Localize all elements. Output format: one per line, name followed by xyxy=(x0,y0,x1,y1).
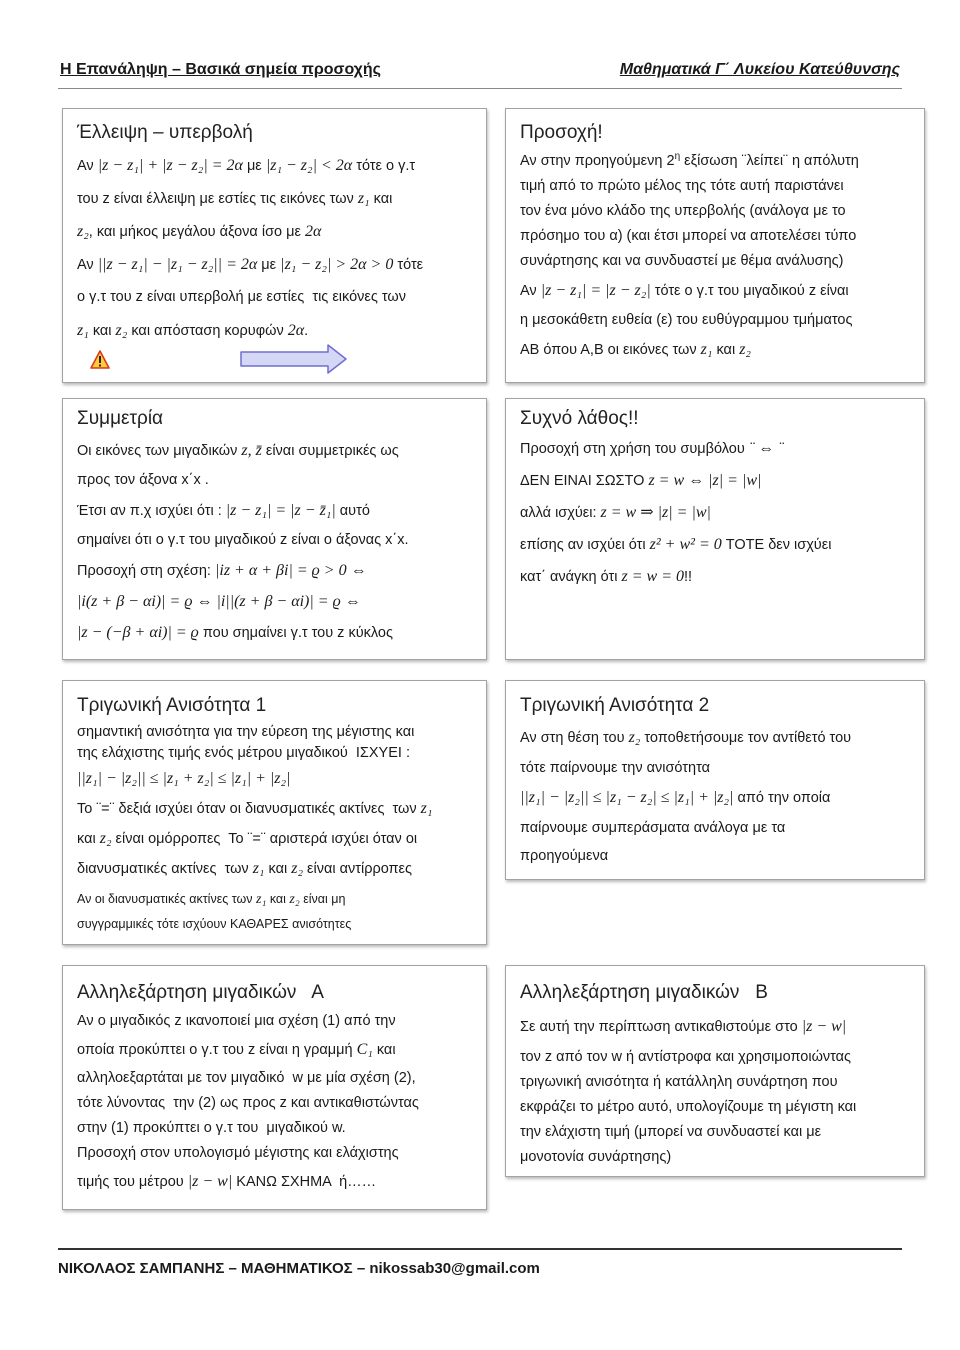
text-run: σημαντική ανισότητα για την εύρεση της μέγιστης και xyxy=(77,724,415,740)
text-run: εκφράζει το μέτρο αυτό, υπολογίζουμε τη μέγιστη και xyxy=(520,1099,857,1115)
text-run: κατ΄ ανάγκη ότι xyxy=(520,569,622,585)
text-run: , και μήκος μεγάλου άξονα ίσο με xyxy=(88,224,305,240)
text-line xyxy=(77,764,476,794)
math-expression: |z₁ − z₂| < 2α xyxy=(265,157,353,174)
text-line xyxy=(77,794,476,824)
math-expression: z, z̄ xyxy=(241,442,262,459)
text-run: είναι αντίρροπες xyxy=(303,861,413,877)
text-run: προς τον άξονα x΄x . xyxy=(77,472,209,488)
text-line xyxy=(520,433,914,465)
text-run: στην (1) προκύπτει ο γ.τ του μιγαδικού w. xyxy=(77,1120,346,1136)
section-body xyxy=(520,149,914,367)
text-run: παίρνουμε συμπεράσματα ανάλογα με τα xyxy=(520,820,786,836)
section-interdependence-b xyxy=(505,965,925,1177)
text-run: είναι συμμετρικές ως xyxy=(261,443,399,459)
text-run: είναι μη xyxy=(299,892,346,906)
math-expression: |z − (−β + αi)| = ϱ xyxy=(77,624,199,641)
text-line xyxy=(77,1091,476,1116)
text-run: συνάρτησης και να συνδυαστεί με θέμα ανάλυσης) xyxy=(520,253,844,269)
text-line xyxy=(77,1141,476,1166)
text-line xyxy=(520,249,914,274)
math-expression: z = w ⇒ |z| = |w| xyxy=(600,504,711,521)
text-line xyxy=(77,281,476,314)
text-run: που σημαίνει γ.τ του z κύκλος xyxy=(198,625,393,641)
section-title: Τριγωνική Ανισότητα 1 xyxy=(77,695,267,716)
text-line xyxy=(520,333,914,367)
text-run: πρόσημο του α) (και έτσι μπορεί να αποτελέσει τύπο xyxy=(520,228,857,244)
text-line xyxy=(77,215,476,248)
text-run: Αν xyxy=(77,158,98,174)
text-run: και xyxy=(372,1042,396,1058)
text-run: διανυσματικές ακτίνες των xyxy=(77,861,253,877)
text-run: ΔΕΝ ΕΙΝΑΙ ΣΩΣΤΟ xyxy=(520,473,649,489)
section-title: Συχνό λάθος!! xyxy=(520,408,639,429)
text-run: ΑΒ όπου Α,Β οι εικόνες των xyxy=(520,342,701,358)
math-expression: ||z₁| − |z₂|| ≤ |z₁ + z₂| ≤ |z₁| + |z₂| xyxy=(77,770,291,787)
text-run: και xyxy=(712,342,740,358)
text-run: τριγωνική ανισότητα ή κατάλληλη συνάρτηση που xyxy=(520,1074,838,1090)
section-interdependence-a xyxy=(62,965,487,1210)
text-line xyxy=(77,586,476,617)
section-body xyxy=(77,435,476,648)
text-run: την ελάχιστη τιμή (μπορεί να συνδυαστεί και με xyxy=(520,1124,822,1140)
text-run: Οι εικόνες των μιγαδικών xyxy=(77,443,242,459)
text-line xyxy=(77,722,476,743)
text-line xyxy=(520,561,914,593)
text-run: συγγραμμικές τότε ισχύουν ΚΑΘΑΡΕΣ ανισότητες xyxy=(77,917,352,931)
text-line xyxy=(520,149,914,174)
text-run: αλληλοεξαρτάται με τον μιγαδικό w με μία σχέση (2), xyxy=(77,1070,416,1086)
text-line xyxy=(520,814,914,842)
text-run: Προσοχή στον υπολογισμό μέγιστης και ελάχιστης xyxy=(77,1145,399,1161)
arrow-right-icon xyxy=(240,344,348,374)
text-run: Σε αυτή την περίπτωση αντικαθιστούμε στο xyxy=(520,1019,802,1035)
section-triangle-inequality-1 xyxy=(62,680,487,945)
text-run: ΚΑΝΩ ΣΧΗΜΑ ή…… xyxy=(232,1174,377,1190)
text-line xyxy=(77,1034,476,1066)
math-expression: z = w ⇔ |z| = |w| xyxy=(648,472,762,489)
page-header-subject: Μαθηματικά Γ΄ Λυκείου Κατεύθυνσης xyxy=(619,61,900,78)
section-symmetry xyxy=(62,398,487,660)
section-body xyxy=(77,722,476,935)
text-run: τοποθετήσουμε τον αντίθετό του xyxy=(640,730,852,746)
math-expression: |z − z₁| = |z − z₂| xyxy=(540,282,651,299)
math-expression: z₂ xyxy=(291,860,304,877)
section-title: Αλληλεξάρτηση μιγαδικών Α xyxy=(77,982,324,1003)
math-expression: z₁ xyxy=(77,322,89,339)
math-expression: |iz + α + βi| = ϱ > 0 ⇔ xyxy=(214,562,367,579)
text-line xyxy=(520,1145,914,1170)
text-run: είναι ομόρροπες Το ¨=¨ αριστερά ισχύει όταν οι xyxy=(111,831,418,847)
math-expression: |z − w| xyxy=(801,1018,847,1035)
text-run: από την οποία xyxy=(733,790,831,806)
text-run: Αν ο μιγαδικός z ικανοποιεί μια σχέση (1) από την xyxy=(77,1013,396,1029)
text-line xyxy=(77,824,476,854)
text-line xyxy=(520,1120,914,1145)
section-ellipse-hyperbola xyxy=(62,108,487,383)
text-line xyxy=(520,274,914,308)
text-run: τότε ο γ.τ του μιγαδικού z είναι xyxy=(650,283,849,299)
text-line xyxy=(520,174,914,199)
section-title: Προσοχή! xyxy=(520,122,603,143)
text-run: Αν xyxy=(77,257,98,273)
section-title: Αλληλεξάρτηση μιγαδικών Β xyxy=(520,982,768,1003)
text-line xyxy=(77,1166,476,1198)
text-run: Προσοχή στη χρήση του συμβόλου xyxy=(520,441,749,457)
math-expression: z₁ xyxy=(420,800,433,817)
text-line xyxy=(77,1066,476,1091)
math-expression: z₂ xyxy=(99,830,112,847)
text-line xyxy=(77,435,476,466)
text-line xyxy=(77,182,476,215)
superscript: η xyxy=(674,151,681,162)
text-run: της ελάχιστης τιμής ενός μέτρου μιγαδικού ΙΣΧΥΕΙ : xyxy=(77,745,410,761)
math-expression: |i(z + β − αi)| = ϱ ⇔ |i||(z + β − αi)| = ϱ ⇔ xyxy=(77,593,361,610)
math-expression: z₁ xyxy=(256,892,267,907)
section-triangle-inequality-2 xyxy=(505,680,925,880)
math-expression: ¨ ⇔ ¨ xyxy=(748,440,784,457)
text-line xyxy=(520,842,914,870)
text-line xyxy=(520,1095,914,1120)
math-expression: 2α xyxy=(287,322,305,339)
section-body xyxy=(520,1009,914,1170)
text-line xyxy=(77,617,476,648)
text-run: τιμής του μέτρου xyxy=(77,1174,188,1190)
text-run: αυτό xyxy=(335,503,370,519)
text-line xyxy=(520,308,914,333)
math-expression: ||z₁| − |z₂|| ≤ |z₁ − z₂| ≤ |z₁| + |z₂| xyxy=(520,789,734,806)
text-line xyxy=(520,529,914,561)
text-run: με xyxy=(257,257,281,273)
text-line xyxy=(520,497,914,529)
text-run: και xyxy=(88,323,116,339)
text-line xyxy=(77,555,476,586)
text-line xyxy=(77,149,476,182)
section-title: Έλλειψη – υπερβολή xyxy=(77,122,253,143)
header-divider xyxy=(58,88,902,89)
math-expression: z₂ xyxy=(115,322,128,339)
text-run: επίσης αν ισχύει ότι xyxy=(520,537,650,553)
text-line xyxy=(77,884,476,914)
text-run: σημαίνει ότι ο γ.τ του μιγαδικού z είναι ο άξονας x΄x. xyxy=(77,532,409,548)
text-run: τον ένα μόνο κλάδο της υπερβολής (ανάλογα με το xyxy=(520,203,846,219)
text-line xyxy=(77,526,476,555)
text-run: και xyxy=(264,861,292,877)
text-run: μονοτονία συνάρτησης) xyxy=(520,1149,672,1165)
text-run: Αν στη θέση του xyxy=(520,730,629,746)
text-line xyxy=(520,465,914,497)
section-common-mistake xyxy=(505,398,925,660)
text-run: τον z από τον w ή αντίστροφα και χρησιμοποιώντας xyxy=(520,1049,852,1065)
text-line xyxy=(77,1116,476,1141)
section-body xyxy=(520,433,914,593)
text-run: με xyxy=(242,158,266,174)
text-line xyxy=(77,248,476,281)
text-run: τότε λύνοντας την (2) ως προς z και αντικαθιστώντας xyxy=(77,1095,419,1111)
text-line xyxy=(520,1070,914,1095)
math-expression: z² + w² = 0 xyxy=(649,536,722,553)
section-attention xyxy=(505,108,925,383)
math-expression: C₁ xyxy=(356,1041,373,1058)
text-run: αλλά ισχύει: xyxy=(520,505,601,521)
text-run: . xyxy=(304,323,309,339)
text-run: εξίσωση ¨λείπει¨ η απόλυτη xyxy=(680,153,859,169)
text-run: τότε ο γ.τ xyxy=(352,158,416,174)
text-run: προηγούμενα xyxy=(520,848,609,864)
section-title: Τριγωνική Ανισότητα 2 xyxy=(520,695,710,716)
text-run: Το ¨=¨ δεξιά ισχύει όταν οι διανυσματικές ακτίνες των xyxy=(77,801,421,817)
text-run: ΤΟΤΕ δεν ισχύει xyxy=(721,537,832,553)
text-run: και απόσταση κορυφών xyxy=(127,323,288,339)
text-run: και xyxy=(266,892,290,906)
text-line xyxy=(520,224,914,249)
text-line xyxy=(77,854,476,884)
text-line xyxy=(77,914,476,935)
math-expression: z₂ xyxy=(739,341,751,358)
text-run: Έτσι αν π.χ ισχύει ότι : xyxy=(77,503,226,519)
math-expression: 2α xyxy=(304,223,322,240)
math-expression: |z − z₁| = |z − z̄₁| xyxy=(225,502,336,519)
text-run: Προσοχή στη σχέση: xyxy=(77,563,215,579)
page-header-title: Η Επανάληψη – Βασικά σημεία προσοχής xyxy=(60,61,381,78)
section-body xyxy=(77,1009,476,1198)
text-line xyxy=(77,1009,476,1034)
text-line xyxy=(77,466,476,495)
math-expression: z = w = 0 xyxy=(621,568,684,585)
text-run: τότε παίρνουμε την ανισότητα xyxy=(520,760,710,776)
text-line xyxy=(520,199,914,224)
text-run: και xyxy=(77,831,100,847)
math-expression: z₂ xyxy=(77,223,89,240)
text-run: και xyxy=(369,191,393,207)
text-run: ο γ.τ του z είναι υπερβολή με εστίες τις εικόνες των xyxy=(77,289,406,305)
math-expression: z₂ xyxy=(289,892,300,907)
text-run: τιμή από το πρώτο μέλος της τότε αυτή παριστάνει xyxy=(520,178,844,194)
text-run: Αν xyxy=(520,283,541,299)
text-run: οποία προκύπτει ο γ.τ του z είναι η γραμμή xyxy=(77,1042,357,1058)
math-expression: z₂ xyxy=(628,729,641,746)
section-body xyxy=(77,149,476,347)
text-run: του z είναι έλλειψη με εστίες τις εικόνες των xyxy=(77,191,358,207)
section-title: Συμμετρία xyxy=(77,408,164,429)
footer-divider xyxy=(58,1248,902,1250)
math-expression: |z − w| xyxy=(187,1173,233,1190)
math-expression: z₁ xyxy=(357,190,370,207)
text-run: !! xyxy=(684,569,693,585)
math-expression: |z − z₁| + |z − z₂| = 2α xyxy=(97,157,243,174)
text-line xyxy=(77,743,476,764)
text-line xyxy=(77,495,476,526)
text-line xyxy=(520,782,914,814)
math-expression: z₁ xyxy=(700,341,713,358)
text-run: η μεσοκάθετη ευθεία (ε) του ευθύγραμμου τμήματος xyxy=(520,312,853,328)
text-line xyxy=(520,754,914,782)
warning-icon xyxy=(90,350,110,369)
footer-author: ΝΙΚΟΛΑΟΣ ΣΑΜΠΑΝΗΣ – ΜΑΘΗΜΑΤΙΚΟΣ – nikossab30@gmail.com xyxy=(58,1260,540,1277)
text-line xyxy=(520,1045,914,1070)
math-expression: z₁ xyxy=(252,860,265,877)
text-run: Αν οι διανυσματικές ακτίνες των xyxy=(77,892,257,906)
math-expression: ||z − z₁| − |z₁ − z₂|| = 2α xyxy=(97,256,258,273)
text-run: Αν στην προηγούμενη 2 xyxy=(520,153,675,169)
math-expression: |z₁ − z₂| > 2α > 0 xyxy=(280,256,394,273)
text-line xyxy=(520,722,914,754)
text-line xyxy=(77,314,476,347)
section-body xyxy=(520,722,914,870)
text-run: τότε xyxy=(393,257,424,273)
text-line xyxy=(520,1009,914,1045)
